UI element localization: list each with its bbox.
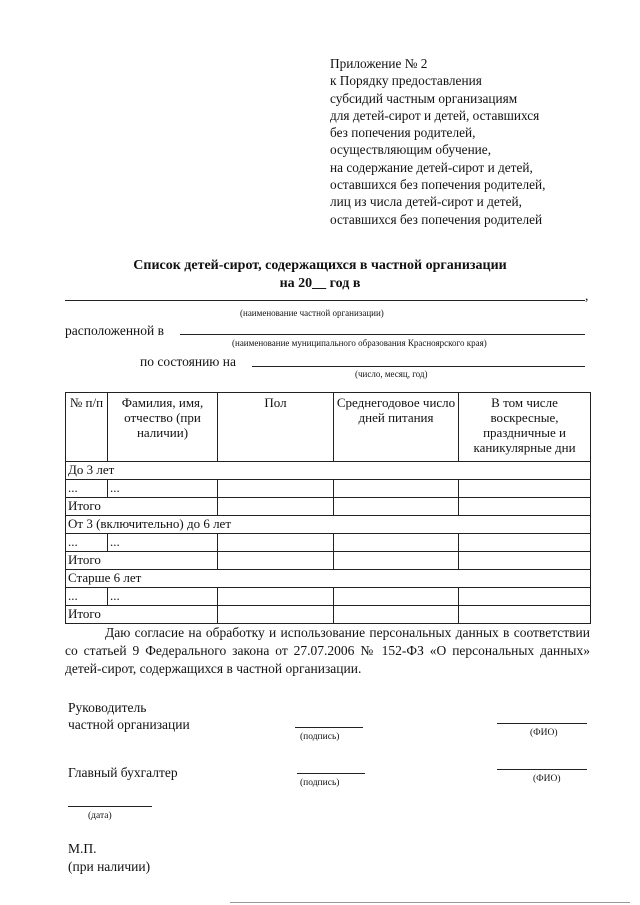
appendix-line: для детей-сирот и детей, оставшихся — [330, 107, 540, 123]
head-signature-field[interactable] — [295, 727, 363, 728]
section-row — [66, 462, 591, 480]
row-name-cell[interactable]: ... — [108, 534, 218, 552]
date-signature-field[interactable] — [68, 806, 152, 807]
date-field[interactable] — [252, 366, 585, 367]
municipality-caption: (наименование муниципального образования Красноярского края) — [232, 338, 487, 348]
row-holiday-days-cell[interactable] — [459, 534, 591, 552]
row-name-cell[interactable]: ... — [108, 480, 218, 498]
accountant-name-field[interactable] — [497, 769, 587, 770]
accountant-signature-caption: (подпись) — [300, 778, 340, 788]
total-holiday-days-cell[interactable] — [459, 498, 591, 516]
total-label: Итого — [66, 606, 218, 624]
row-meal-days-cell[interactable] — [334, 480, 459, 498]
row-name-cell[interactable]: ... — [108, 588, 218, 606]
consent-text: Даю согласие на обработку и использование персональных данных в соответствии со статьей 9 Федерального закона от 27.07.2006 № 152-ФЗ «О персональных данных» детей-сирот, содержащихся в частной организации. — [65, 625, 590, 676]
municipality-field[interactable] — [180, 334, 585, 335]
head-name-field[interactable] — [497, 723, 587, 724]
table-row — [66, 480, 591, 498]
table-row — [66, 534, 591, 552]
document-title: Список детей-сирот, содержащихся в частной организации — [133, 258, 507, 273]
total-row — [66, 606, 591, 624]
appendix-line: осуществляющим обучение, — [330, 142, 492, 158]
total-row — [66, 552, 591, 570]
org-name-field[interactable] — [65, 300, 585, 301]
row-number-cell[interactable]: ... — [66, 588, 108, 606]
date-caption: (число, месяц, год) — [355, 369, 428, 379]
section-title: Старше 6 лет — [66, 570, 591, 588]
head-name-caption: (ФИО) — [530, 728, 558, 738]
row-sex-cell[interactable] — [218, 480, 334, 498]
appendix-line: лиц из числа детей-сирот и детей, — [330, 194, 522, 210]
row-meal-days-cell[interactable] — [334, 534, 459, 552]
stamp-label: М.П. — [68, 841, 97, 856]
table-header-row — [66, 393, 591, 462]
total-row — [66, 498, 591, 516]
section-row — [66, 570, 591, 588]
as-of-label: по состоянию на — [140, 354, 236, 369]
scan-edge-line — [230, 902, 630, 903]
total-holiday-days-cell[interactable] — [459, 606, 591, 624]
appendix-line: без попечения родителей, — [330, 125, 476, 141]
accountant-title: Главный бухгалтер — [68, 765, 178, 780]
accountant-name-caption: (ФИО) — [533, 774, 561, 784]
row-number-cell[interactable]: ... — [66, 534, 108, 552]
header-fullname: Фамилия, имя, отчество (при наличии) — [108, 393, 218, 462]
stamp-note: (при наличии) — [68, 859, 151, 874]
head-title-line1: Руководитель — [68, 700, 147, 715]
row-sex-cell[interactable] — [218, 534, 334, 552]
consent-paragraph — [65, 624, 590, 678]
appendix-line: оставшихся без попечения родителей — [330, 211, 543, 227]
total-meal-days-cell[interactable] — [334, 552, 459, 570]
accountant-signature-field[interactable] — [297, 773, 365, 774]
appendix-line: оставшихся без попечения родителей, — [330, 177, 546, 193]
total-sex-cell[interactable] — [218, 606, 334, 624]
date-signature-caption: (дата) — [88, 811, 112, 821]
header-holiday-days: В том числе воскресные, праздничные и каникулярные дни — [459, 393, 591, 462]
appendix-block — [330, 55, 545, 228]
appendix-line: к Порядку предоставления — [330, 73, 482, 89]
org-name-caption: (наименование частной организации) — [240, 308, 384, 318]
row-holiday-days-cell[interactable] — [459, 588, 591, 606]
header-sex: Пол — [218, 393, 334, 462]
row-number-cell[interactable]: ... — [66, 480, 108, 498]
row-sex-cell[interactable] — [218, 588, 334, 606]
appendix-line: субсидий частным организациям — [330, 90, 518, 106]
row-meal-days-cell[interactable] — [334, 588, 459, 606]
total-label: Итого — [66, 498, 218, 516]
table-row — [66, 588, 591, 606]
header-number: № п/п — [66, 393, 108, 462]
located-label: расположенной в — [65, 323, 164, 338]
children-table — [65, 392, 591, 624]
head-signature-caption: (подпись) — [300, 732, 340, 742]
total-label: Итого — [66, 552, 218, 570]
document-subtitle: на 20__ год в — [279, 276, 361, 291]
head-title-line2: частной организации — [68, 717, 190, 732]
appendix-line: на содержание детей-сирот и детей, — [330, 159, 533, 175]
header-meal-days: Среднегодовое число дней питания — [334, 393, 459, 462]
total-meal-days-cell[interactable] — [334, 606, 459, 624]
total-sex-cell[interactable] — [218, 498, 334, 516]
org-comma: , — [585, 288, 589, 303]
section-title: До 3 лет — [66, 462, 591, 480]
appendix-line: Приложение № 2 — [330, 56, 428, 71]
total-meal-days-cell[interactable] — [334, 498, 459, 516]
total-sex-cell[interactable] — [218, 552, 334, 570]
section-row — [66, 516, 591, 534]
section-title: От 3 (включительно) до 6 лет — [66, 516, 591, 534]
total-holiday-days-cell[interactable] — [459, 552, 591, 570]
row-holiday-days-cell[interactable] — [459, 480, 591, 498]
